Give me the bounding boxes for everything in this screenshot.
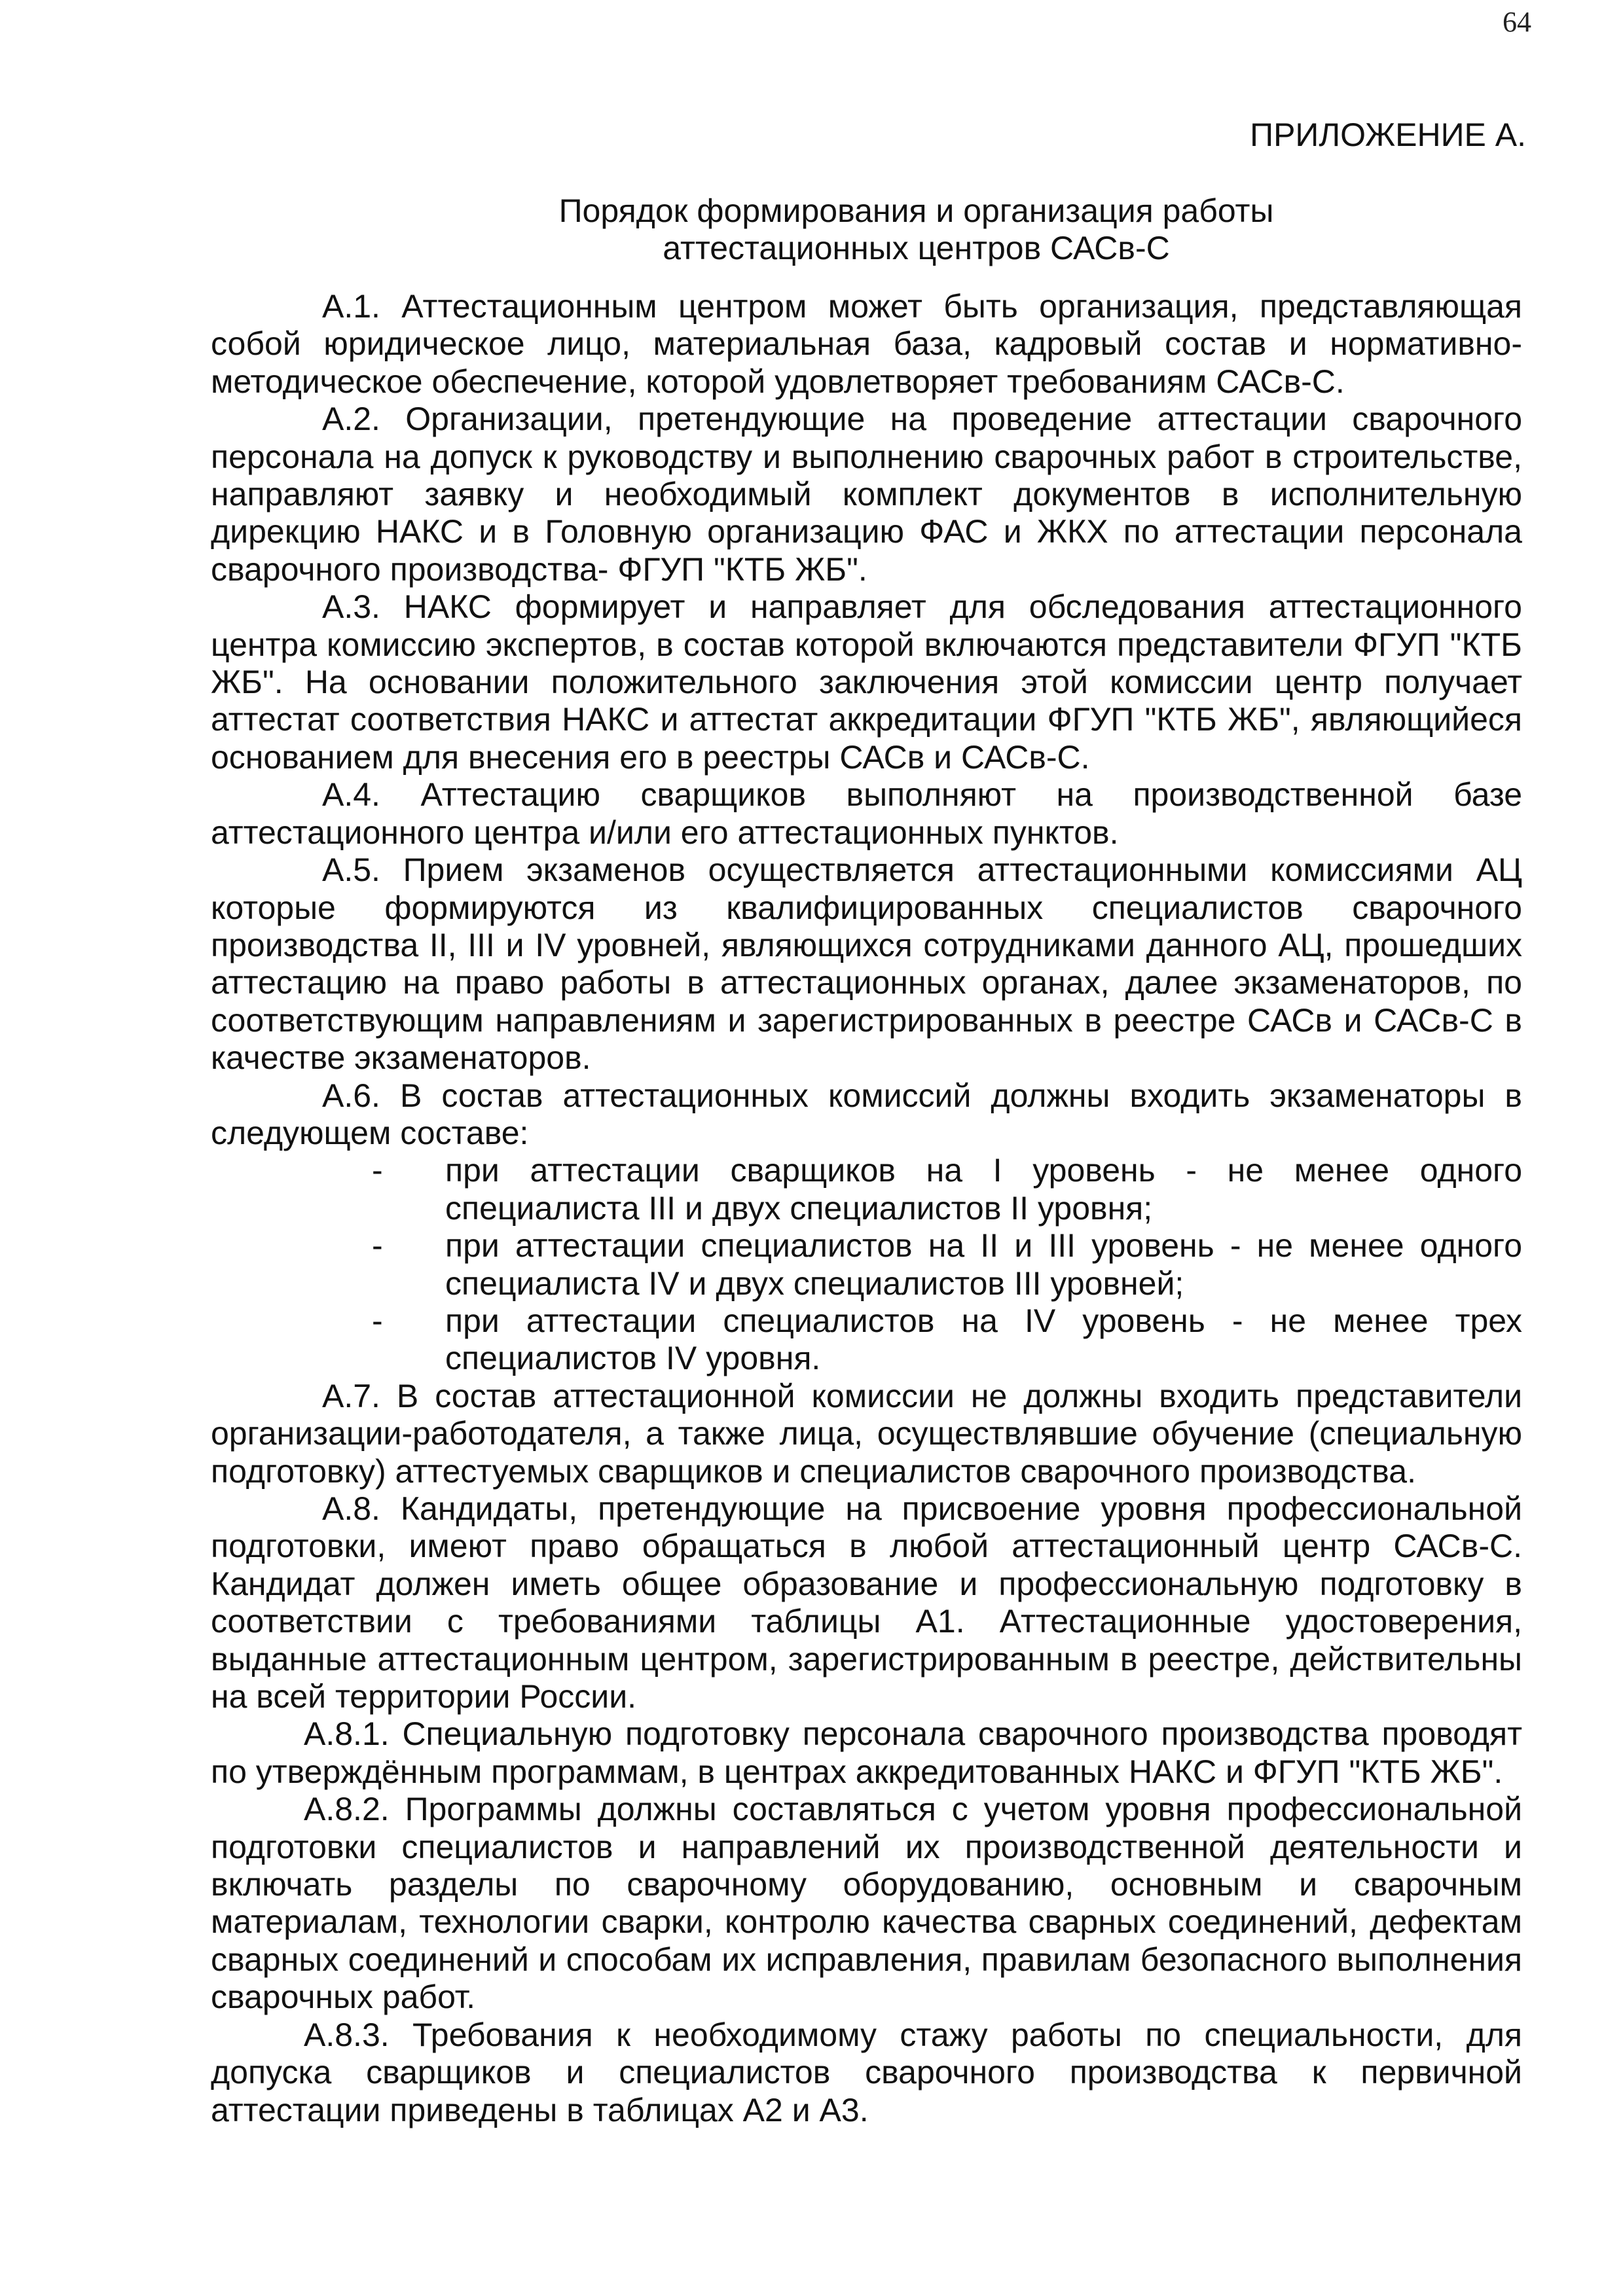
title-line-2: аттестационных центров САСв-С (663, 230, 1170, 266)
paragraph-a1: А.1. Аттестационным центром может быть организация, представляющая собой юридическое лицо, материальная база, кадровый состав и нормативно-методическое обеспечение, которой удовлетворяет требованиям САСв-С. (211, 288, 1522, 400)
paragraph-a8: А.8. Кандидаты, претендующие на присвоение уровня профессиональной подготовки, имеют право обращаться в любой аттестационный центр САСв-С. Кандидат должен иметь общее образование и профессиональную подготовку в соответствии с требованиями таблицы А1. Аттестационные удостоверения, выданные аттестационным центром, зарегистрированным в реестре, действительны на всей территории России. (211, 1490, 1522, 1715)
list-dash: - (372, 1302, 383, 1339)
document-body (211, 288, 1522, 2129)
paragraph-a3: А.3. НАКС формирует и направляет для обследования аттестационного центра комиссию экспертов, в состав которой включаются представители ФГУП "КТБ ЖБ". На основании положительного заключения этой комиссии центр получает аттестат соответствия НАКС и аттестат аккредитации ФГУП "КТБ ЖБ", являющийеся основанием для внесения его в реестры САСв и САСв-С. (211, 588, 1522, 776)
paragraph-a7: А.7. В состав аттестационной комиссии не должны входить представители организации-работодателя, а также лица, осуществлявшие обучение (специальную подготовку) аттестуемых сварщиков и специалистов сварочного производства. (211, 1377, 1522, 1490)
list-item (211, 1302, 1522, 1378)
list-item-text: при аттестации специалистов на IV уровень - не менее трех специалистов IV уровня. (445, 1302, 1522, 1377)
paragraph-a8-3: А.8.3. Требования к необходимому стажу работы по специальности, для допуска сварщиков и специалистов сварочного производства к первичной аттестации приведены в таблицах А2 и А3. (211, 2016, 1522, 2128)
paragraph-a2: А.2. Организации, претендующие на проведение аттестации сварочного персонала на допуск к руководству и выполнению сварочных работ в строительстве, направляют заявку и необходимый комплект документов в исполнительную дирекцию НАКС и в Головную организацию ФАС и ЖКХ по аттестации персонала сварочного производства- ФГУП "КТБ ЖБ". (211, 401, 1522, 588)
examiner-composition-list (211, 1152, 1522, 1377)
paragraph-a8-1: А.8.1. Специальную подготовку персонала сварочного производства проводят по утверждённым программам, в центрах аккредитованных НАКС и ФГУП "КТБ ЖБ". (211, 1715, 1522, 1790)
paragraph-a5: А.5. Прием экзаменов осуществляется аттестационными комиссиями АЦ которые формируются из квалифицированных специалистов сварочного производства II, III и IV уровней, являющихся сотрудниками данного АЦ, прошедших аттестацию на право работы в аттестационных органах, далее экзаменаторов, по соответствующим направлениям и зарегистрированных в реестре САСв и САСв-С в качестве экзаменаторов. (211, 852, 1522, 1077)
document-title (0, 192, 1623, 267)
list-item-text: при аттестации специалистов на II и III уровень - не менее одного специалиста IV и двух специалистов III уровней; (445, 1227, 1522, 1302)
title-line-1: Порядок формирования и организация работы (558, 192, 1274, 229)
list-dash: - (372, 1152, 383, 1189)
list-dash: - (372, 1227, 383, 1265)
paragraph-a8-2: А.8.2. Программы должны составляться с учетом уровня профессиональной подготовки специалистов и направлений их производственной деятельности и включать разделы по сварочному оборудованию, основным и сварочным материалам, технологии сварки, контролю качества сварных соединений, дефектам сварных соединений и способам их исправления, правилам безопасного выполнения сварочных работ. (211, 1791, 1522, 2016)
page-number: 64 (1503, 6, 1531, 38)
paragraph-a4: А.4. Аттестацию сварщиков выполняют на производственной базе аттестационного центра и/или его аттестационных пунктов. (211, 776, 1522, 851)
list-item (211, 1152, 1522, 1227)
list-item (211, 1227, 1522, 1302)
paragraph-a6: А.6. В состав аттестационных комиссий должны входить экзаменаторы в следующем составе: (211, 1077, 1522, 1151)
appendix-label: ПРИЛОЖЕНИЕ А. (1250, 117, 1526, 153)
list-item-text: при аттестации сварщиков на I уровень - не менее одного специалиста III и двух специалистов II уровня; (445, 1152, 1522, 1227)
